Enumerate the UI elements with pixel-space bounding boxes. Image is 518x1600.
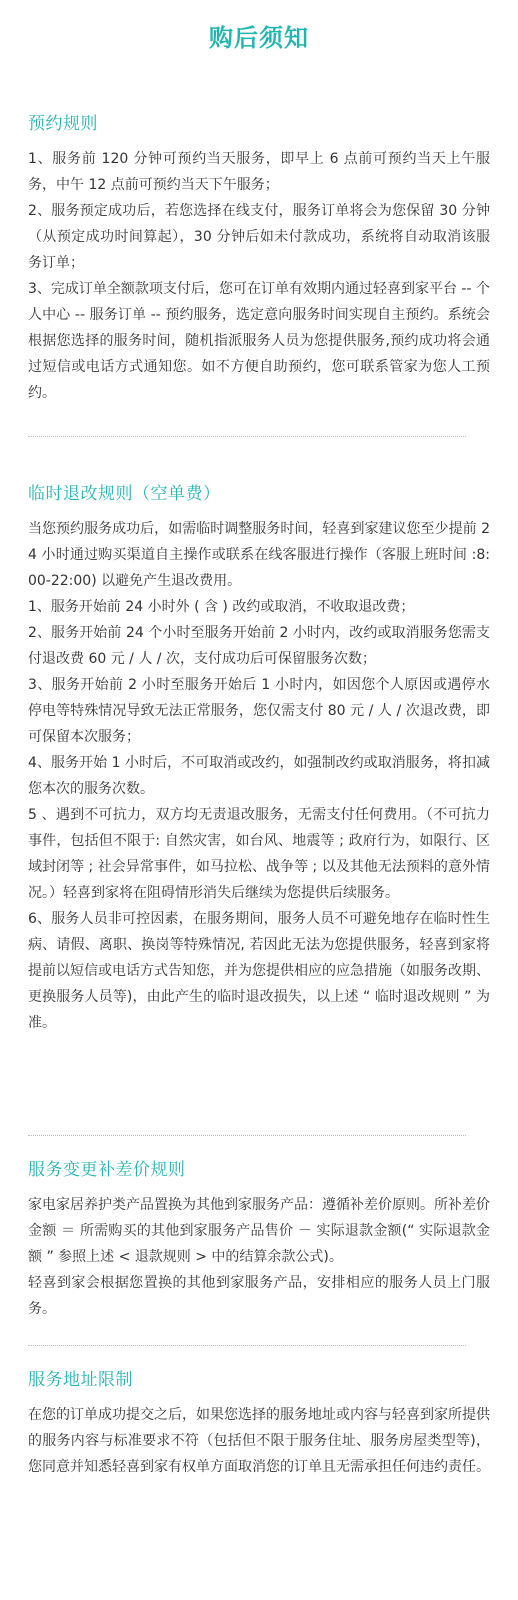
section-divider: [28, 1345, 466, 1346]
paragraph: 1、服务前 120 分钟可预约当天服务，即早上 6 点前可预约当天上午服务，中午 12 点前可预约当天下午服务；: [28, 151, 490, 193]
paragraph: 轻喜到家会根据您置换的其他到家服务产品，安排相应的服务人员上门服务。: [28, 1275, 490, 1317]
section-divider: [28, 1135, 466, 1136]
paragraph: 5 、遇到不可抗力，双方均无责退改服务，无需支付任何费用。（不可抗力事件，包括但不限于: 自然灾害，如台风、地震等 ; 政府行为，如限行、区域封闭等 ; 社会异常事件，如马拉松、战争等 ; 以及其他无法预料的意外情况。）轻喜到家将在阻碍情形消失后继续为您提供后续服务。: [28, 807, 490, 901]
section-title: 预约规则: [28, 114, 98, 134]
section-address-restrictions: [28, 1368, 490, 1480]
section-price-difference-rules: [28, 1158, 490, 1322]
paragraph: 2、服务开始前 24 个小时至服务开始前 2 小时内，改约或取消服务您需支付退改费 60 元 / 人 / 次，支付成功后可保留服务次数；: [28, 625, 490, 667]
paragraph: 1、服务开始前 24 小时外 ( 含 ) 改约或取消，不收取退改费；: [28, 599, 415, 615]
paragraph: 在您的订单成功提交之后，如果您选择的服务地址或内容与轻喜到家所提供的服务内容与标准要求不符（包括但不限于服务住址、服务房屋类型等)，您同意并知悉轻喜到家有权单方面取消您的订单且无需承担任何违约责任。: [28, 1407, 490, 1475]
section-title: 服务变更补差价规则: [28, 1160, 186, 1180]
section-title: 临时退改规则（空单费）: [28, 484, 221, 504]
paragraph: 6、服务人员非可控因素，在服务期间，服务人员不可避免地存在临时性生病、请假、离职、换岗等特殊情况, 若因此无法为您提供服务，轻喜到家将提前以短信或电话方式告知您，并为您提供相应的应急措施（如服务改期、更换服务人员等)，由此产生的临时退改损失，以上述 “ 临时退改规则 ” 为准。: [28, 911, 490, 1031]
paragraph: 4、服务开始 1 小时后，不可取消或改约，如强制改约或取消服务，将扣减您本次的服务次数。: [28, 755, 490, 797]
section-title: 服务地址限制: [28, 1370, 133, 1390]
paragraph: 2、服务预定成功后，若您选择在线支付，服务订单将会为您保留 30 分钟（从预定成功时间算起），30 分钟后如未付款成功，系统将自动取消该服务订单；: [28, 203, 490, 271]
section-divider: [28, 436, 466, 437]
paragraph: 3、服务开始前 2 小时至服务开始后 1 小时内，如因您个人原因或遇停水停电等特殊情况导致无法正常服务，您仅需支付 80 元 / 人 / 次退改费，即可保留本次服务；: [28, 677, 490, 745]
page-title: 购后须知: [209, 24, 309, 52]
section-temporary-change-rules: [28, 482, 490, 1036]
section-booking-rules: [28, 112, 490, 406]
paragraph: 3、完成订单全额款项支付后，您可在订单有效期内通过轻喜到家平台 -- 个人中心 -- 服务订单 -- 预约服务，选定意向服务时间实现自主预约。系统会根据您选择的服务时间，随机指派服务人员为您提供服务,预约成功将会通过短信或电话方式通知您。如不方便自助预约，您可联系管家为您人工预约。: [28, 281, 490, 401]
paragraph: 当您预约服务成功后，如需临时调整服务时间，轻喜到家建议您至少提前 24 小时通过购买渠道自主操作或联系在线客服进行操作（客服上班时间 :8:00-22:00) 以避免产生退改费用。: [28, 521, 490, 589]
paragraph: 家电家居养护类产品置换为其他到家服务产品：遵循补差价原则。所补差价金额 ＝ 所需购买的其他到家服务产品售价 － 实际退款金额(“ 实际退款金额 ” 参照上述 < 退款规则 > 中的结算余款公式)。: [28, 1197, 490, 1265]
